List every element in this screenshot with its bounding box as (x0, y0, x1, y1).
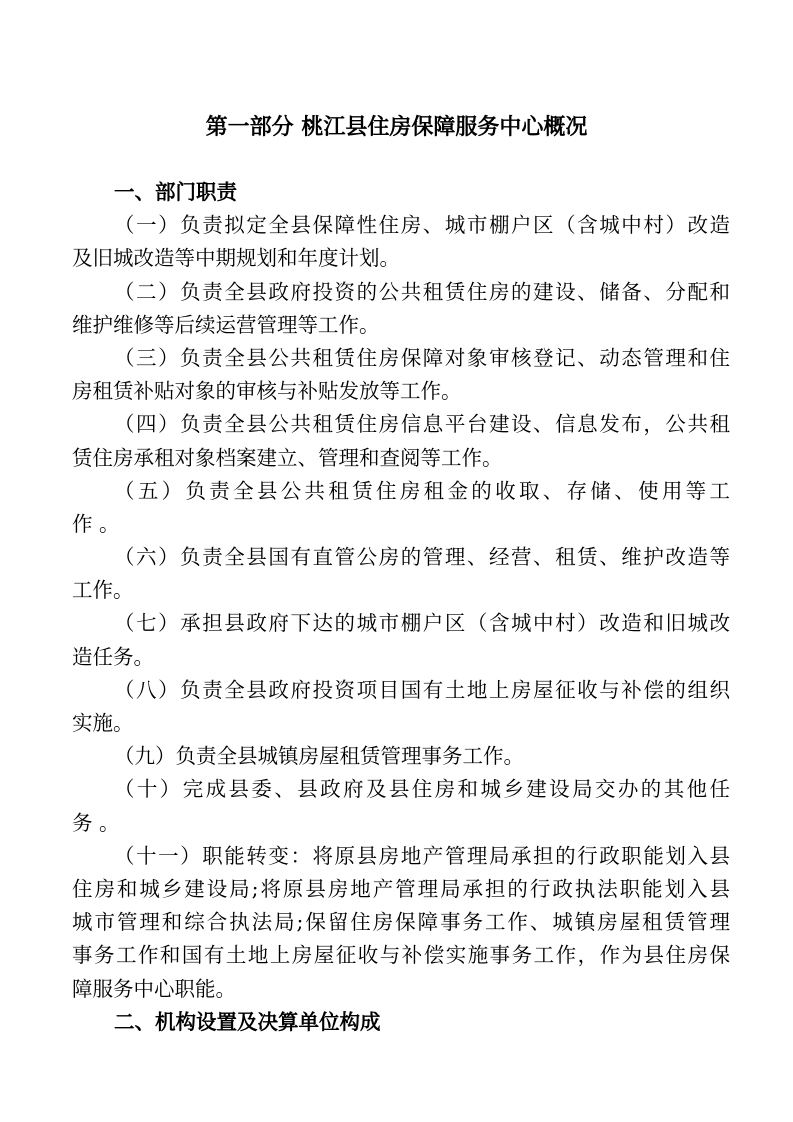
page-title: 第一部分 桃江县住房保障服务中心概况 (205, 114, 588, 140)
paragraph-line: 造任务。 (72, 644, 154, 669)
paragraph (72, 773, 730, 839)
paragraph (72, 541, 730, 607)
paragraph-line: （十一）职能转变：将原县房地产管理局承担的行政职能划入县 (114, 843, 730, 868)
paragraph (72, 674, 730, 740)
paragraph-line: （三）负责全县公共租赁住房保障对象审核登记、动态管理和住 (114, 345, 730, 370)
paragraph-line: 障服务中心职能。 (72, 976, 236, 1001)
paragraph-line: 维护维修等后续运营管理等工作。 (72, 312, 380, 337)
paragraph-line: 住房和城乡建设局;将原县房地产管理局承担的行政执法职能划入县 (72, 876, 730, 901)
paragraph-line: 实施。 (72, 711, 134, 735)
paragraph (72, 740, 730, 773)
paragraph (72, 607, 730, 673)
section-paragraphs (72, 209, 730, 1006)
paragraph (72, 342, 730, 408)
paragraph (72, 475, 730, 541)
paragraph-line: （四）负责全县公共租赁住房信息平台建设、信息发布，公共租 (114, 412, 730, 437)
paragraph-line: 赁住房承租对象档案建立、管理和查阅等工作。 (72, 445, 503, 470)
paragraph (72, 840, 730, 1006)
paragraph-line: （五）负责全县公共租赁住房租金的收取、存储、使用等工 (114, 478, 730, 503)
paragraph-line: 城市管理和综合执法局;保留住房保障事务工作、城镇房屋租赁管理 (72, 910, 730, 935)
paragraph (72, 209, 730, 275)
paragraph-line: （七）承担县政府下达的城市棚户区（含城中村）改造和旧城改 (114, 611, 730, 636)
paragraph-line: （九）负责全县城镇房屋租赁管理事务工作。 (114, 744, 524, 769)
paragraph-line: 及旧城改造等中期规划和年度计划。 (72, 246, 400, 271)
paragraph-line: 房租赁补贴对象的审核与补贴发放等工作。 (72, 379, 462, 404)
paragraph-line: （八）负责全县政府投资项目国有土地上房屋征收与补偿的组织 (114, 677, 730, 702)
paragraph-line: 事务工作和国有土地上房屋征收与补偿实施事务工作，作为县住房保 (72, 943, 730, 968)
paragraph (72, 408, 730, 474)
document-body (72, 176, 730, 1039)
paragraph-line: 务 。 (72, 810, 120, 835)
paragraph-line: 工作。 (72, 578, 134, 603)
paragraph-line: （十）完成县委、县政府及县住房和城乡建设局交办的其他任 (114, 777, 730, 802)
paragraph-line: 作 。 (72, 511, 120, 536)
paragraph-line: （一）负责拟定全县保障性住房、城市棚户区（含城中村）改造 (114, 213, 730, 238)
paragraph-line: （六）负责全县国有直管公房的管理、经营、租赁、维护改造等 (114, 545, 730, 570)
paragraph (72, 276, 730, 342)
section-heading: 二、机构设置及决算单位构成 (114, 1009, 381, 1034)
section-heading: 一、部门职责 (114, 180, 237, 204)
paragraph-line: （二）负责全县政府投资的公共租赁住房的建设、储备、分配和 (114, 279, 730, 304)
